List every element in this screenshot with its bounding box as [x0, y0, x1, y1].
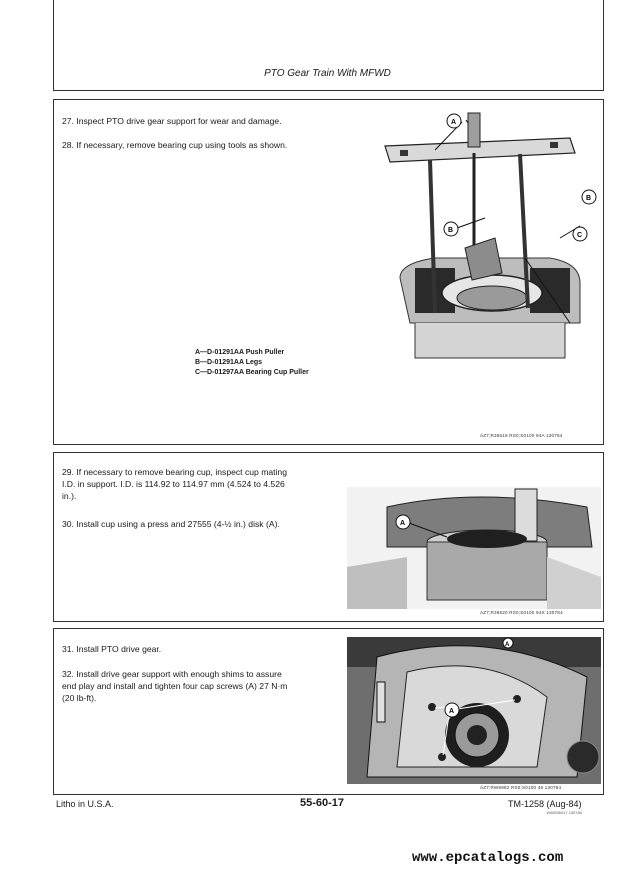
step-29 — [62, 466, 287, 502]
procedure-panel-3 — [53, 628, 604, 795]
step-32-line-1: 32. Install drive gear support with enough shims to assure — [62, 669, 282, 679]
step-27: 27. Inspect PTO drive gear support for wear and damage. — [62, 116, 282, 126]
callout-c: C — [577, 232, 583, 239]
figure-ref-3: AZ7;RW6982 RS0;S0100 46 130784 — [480, 785, 562, 790]
page-number: 55-60-17 — [300, 797, 345, 809]
step-28: 28. If necessary, remove bearing cup using tools as shown. — [62, 140, 288, 150]
footer-code: 1983/S6017 130784 — [546, 810, 583, 815]
legend-item-a: A—D-01291AA Push Puller — [195, 349, 285, 356]
callout-b-right: B — [586, 195, 592, 202]
callout-a: A — [449, 708, 455, 715]
legend-item-c: C—D-01297AA Bearing Cup Puller — [195, 369, 309, 376]
step-30: 30. Install cup using a press and 27555 (4-½ in.) disk (A). — [62, 519, 280, 529]
step-32-line-2: end play and install and tighten four cap screws (A) 27 N·m — [62, 681, 288, 691]
watermark-url: www.epcatalogs.com — [412, 850, 564, 866]
step-29-line-3: in.). — [62, 491, 77, 501]
step-29-line-2: I.D. in support. I.D. is 114.92 to 114.97 mm (4.524 to 4.526 — [62, 479, 285, 489]
gear-support-photo — [347, 637, 601, 784]
section-title: PTO Gear Train With MFWD — [264, 68, 391, 79]
cup-install-illustration — [347, 487, 601, 609]
tool-legend — [195, 348, 309, 378]
procedure-panel-2 — [53, 452, 604, 622]
procedure-panel-1 — [53, 99, 604, 445]
callout-a: A — [400, 520, 406, 527]
step-32-line-3: (20 lb-ft). — [62, 693, 97, 703]
footer-manual-id: TM-1258 (Aug-84) — [508, 799, 582, 809]
step-29-line-1: 29. If necessary to remove bearing cup, inspect cup mating — [62, 467, 287, 477]
callout-b-left: B — [448, 227, 454, 234]
callout-a-top: A — [505, 642, 510, 648]
step-32 — [62, 668, 287, 704]
step-31: 31. Install PTO drive gear. — [62, 644, 162, 654]
figure-ref-1: AZ7;R36519 RS0;S0100 94A 130784 — [480, 433, 563, 438]
puller-illustration — [380, 108, 590, 370]
callout-a: A — [451, 119, 457, 126]
legend-item-b: B—D-01291AA Legs — [195, 359, 263, 366]
footer-litho: Litho in U.S.A. — [56, 799, 114, 809]
figure-ref-2: AZ7;R36520 RS0;S0100 94S 130784 — [480, 610, 563, 615]
